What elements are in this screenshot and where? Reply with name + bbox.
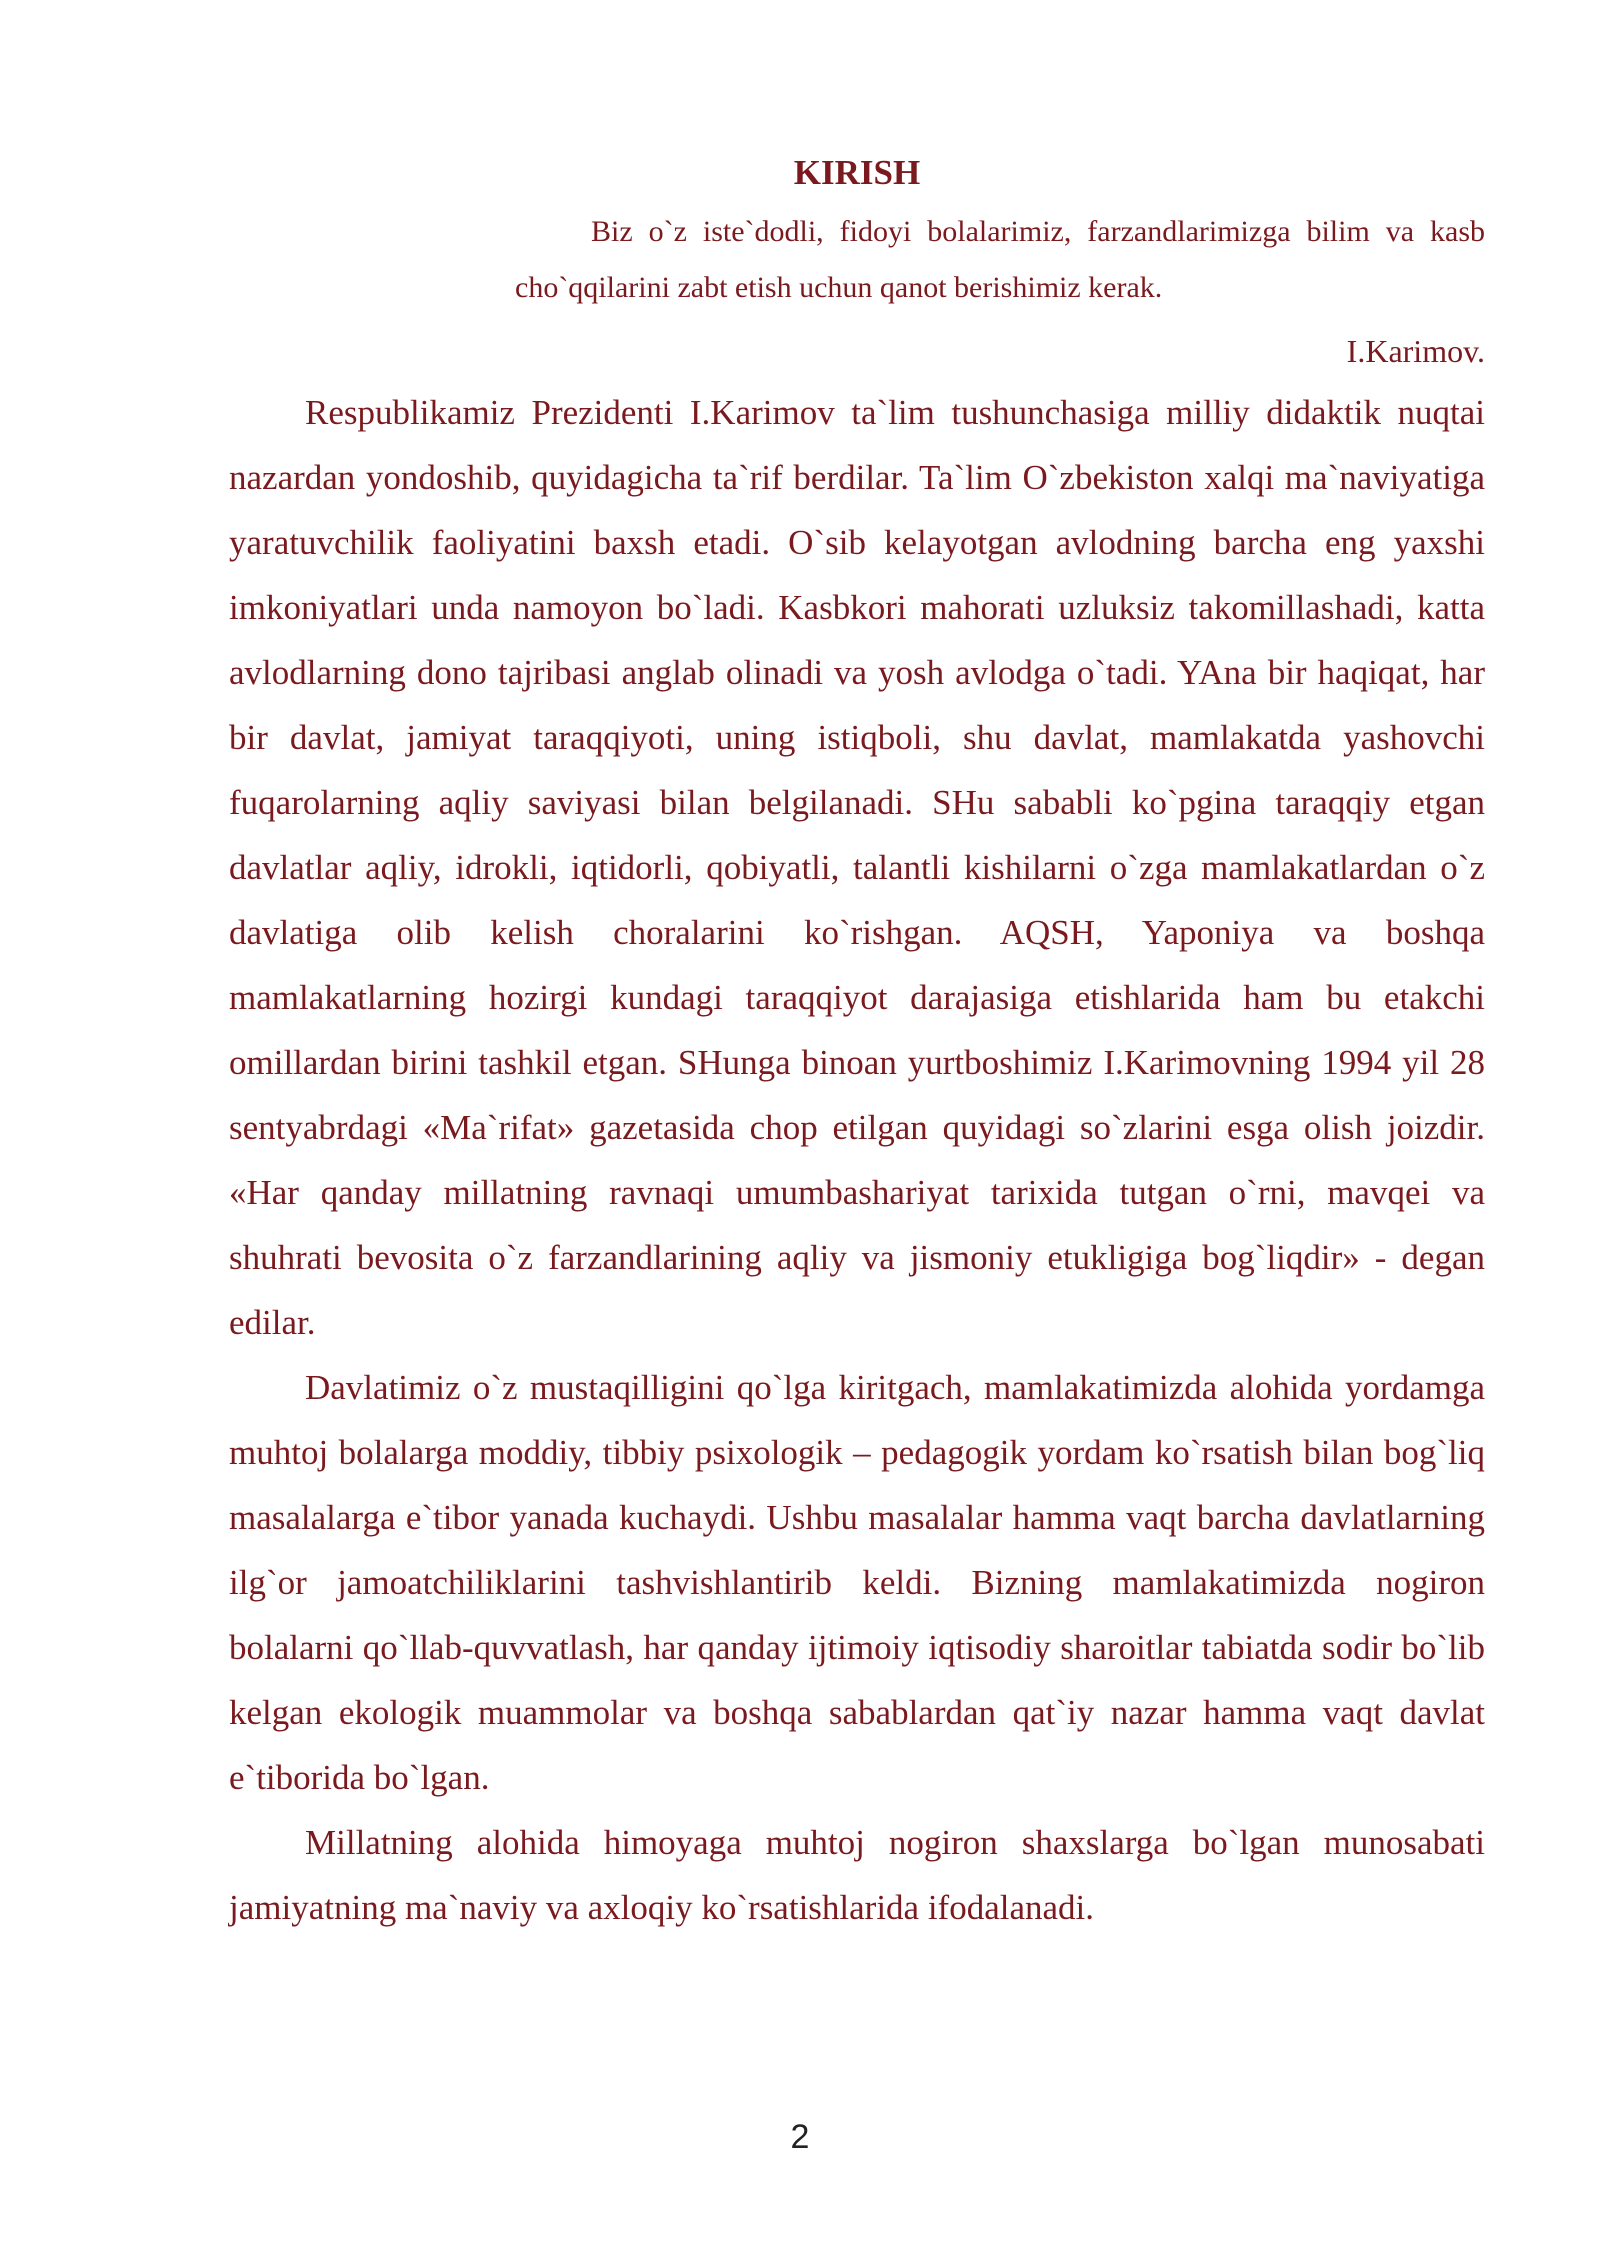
epigraph-author: I.Karimov. xyxy=(1346,333,1485,369)
epigraph-quote: Biz o`z iste`dodli, fidoyi bolalarimiz, farzandlarimizga bilim va kasb cho`qqilarini zabt etish uchun qanot berishimiz kerak. xyxy=(515,215,1485,304)
paragraph-2: Davlatimiz o`z mustaqilligini qo`lga kiritgach, mamlakatimizda alohida yordamga muhtoj bolalarga moddiy, tibbiy psixologik – pedagogik yordam ko`rsatish bilan bog`liq masalalarga e`tibor yanada kuchaydi. Ushbu masalalar hamma vaqt barcha davlatlarning ilg`or jamoatchiliklarini tashvishlantirib keldi. Bizning mamlakatimizda nogiron bolalarni qo`llab-quvvatlash, har qanday ijtimoiy iqtisodiy sharoitlar tabiatda sodir bo`lib kelgan ekologik muammolar va boshqa sabablardan qat`iy nazar hamma vaqt davlat e`tiborida bo`lgan. xyxy=(229,1368,1485,1797)
page-title: KIRISH xyxy=(793,153,921,192)
document-body xyxy=(229,148,1485,1940)
paragraph-1: Respublikamiz Prezidenti I.Karimov ta`lim tushunchasiga milliy didaktik nuqtai nazardan yondoshib, quyidagicha ta`rif berdilar. Ta`lim O`zbekiston xalqi ma`naviyatiga yaratuvchilik faoliyatini baxsh etadi. O`sib kelayotgan avlodning barcha eng yaxshi imkoniyatlari unda namoyon bo`ladi. Kasbkori mahorati uzluksiz takomillashadi, katta avlodlarning dono tajribasi anglab olinadi va yosh avlodga o`tadi. YAna bir haqiqat, har bir davlat, jamiyat taraqqiyoti, uning istiqboli, shu davlat, mamlakatda yashovchi fuqarolarning aqliy saviyasi bilan belgilanadi. SHu sababli ko`pgina taraqqiy etgan davlatlar aqliy, idrokli, iqtidorli, qobiyatli, talantli kishilarni o`zga mamlakatlardan o`z davlatiga olib kelish choralarini ko`rishgan. AQSH, Yaponiya va boshqa mamlakatlarning hozirgi kundagi taraqqiyot darajasiga etishlarida ham bu etakchi omillardan birini tashkil etgan. SHunga binoan yurtboshimiz I.Karimovning 1994 yil 28 sentyabrdagi «Ma`rifat» gazetasida chop etilgan quyidagi so`zlarini esga olish joizdir. «Har qanday millatning ravnaqi umumbashariyat tarixida tutgan o`rni, mavqei va shuhrati bevosita o`z farzandlarining aqliy va jismoniy etukligiga bog`liqdir» - degan edilar. xyxy=(229,393,1485,1342)
paragraph-3: Millatning alohida himoyaga muhtoj nogiron shaxslarga bo`lgan munosabati jamiyatning ma`naviy va axloqiy ko`rsatishlarida ifodalanadi. xyxy=(229,1823,1485,1927)
page-number: 2 xyxy=(790,2118,810,2156)
